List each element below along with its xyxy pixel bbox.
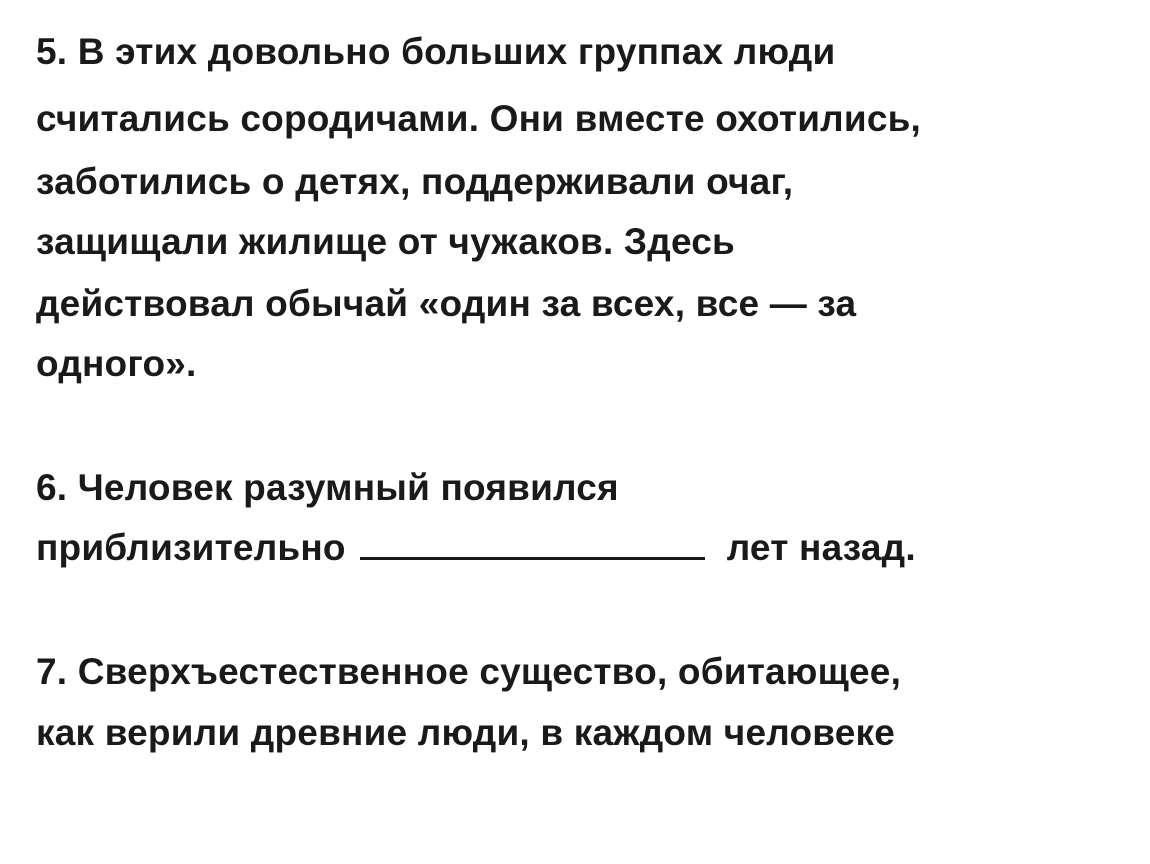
item-6-text-before-blank: приблизительно	[36, 527, 346, 568]
item-7-line-1: 7. Сверхъестественное существо, обитающее,	[36, 651, 902, 692]
item-5-line-6: одного».	[36, 343, 197, 384]
item-5-line-5: действовал обычай «один за всех, все — за	[36, 283, 857, 324]
item-6-line-1: 6. Человек разумный появился	[36, 467, 619, 508]
item-5-line-3: заботились о детях, поддерживали очаг,	[36, 161, 794, 202]
item-6-line-2	[36, 518, 916, 578]
item-5-line-2: считались сородичами. Они вместе охотились,	[36, 98, 922, 139]
item-5-line-4: защищали жилище от чужаков. Здесь	[36, 221, 735, 262]
item-7-line-2: как верили древние люди, в каждом человеке	[36, 712, 895, 753]
item-5-line-1: 5. В этих довольно больших группах люди	[36, 31, 836, 72]
answer-blank	[360, 529, 705, 560]
item-6-text-after-blank: лет назад.	[726, 527, 916, 568]
